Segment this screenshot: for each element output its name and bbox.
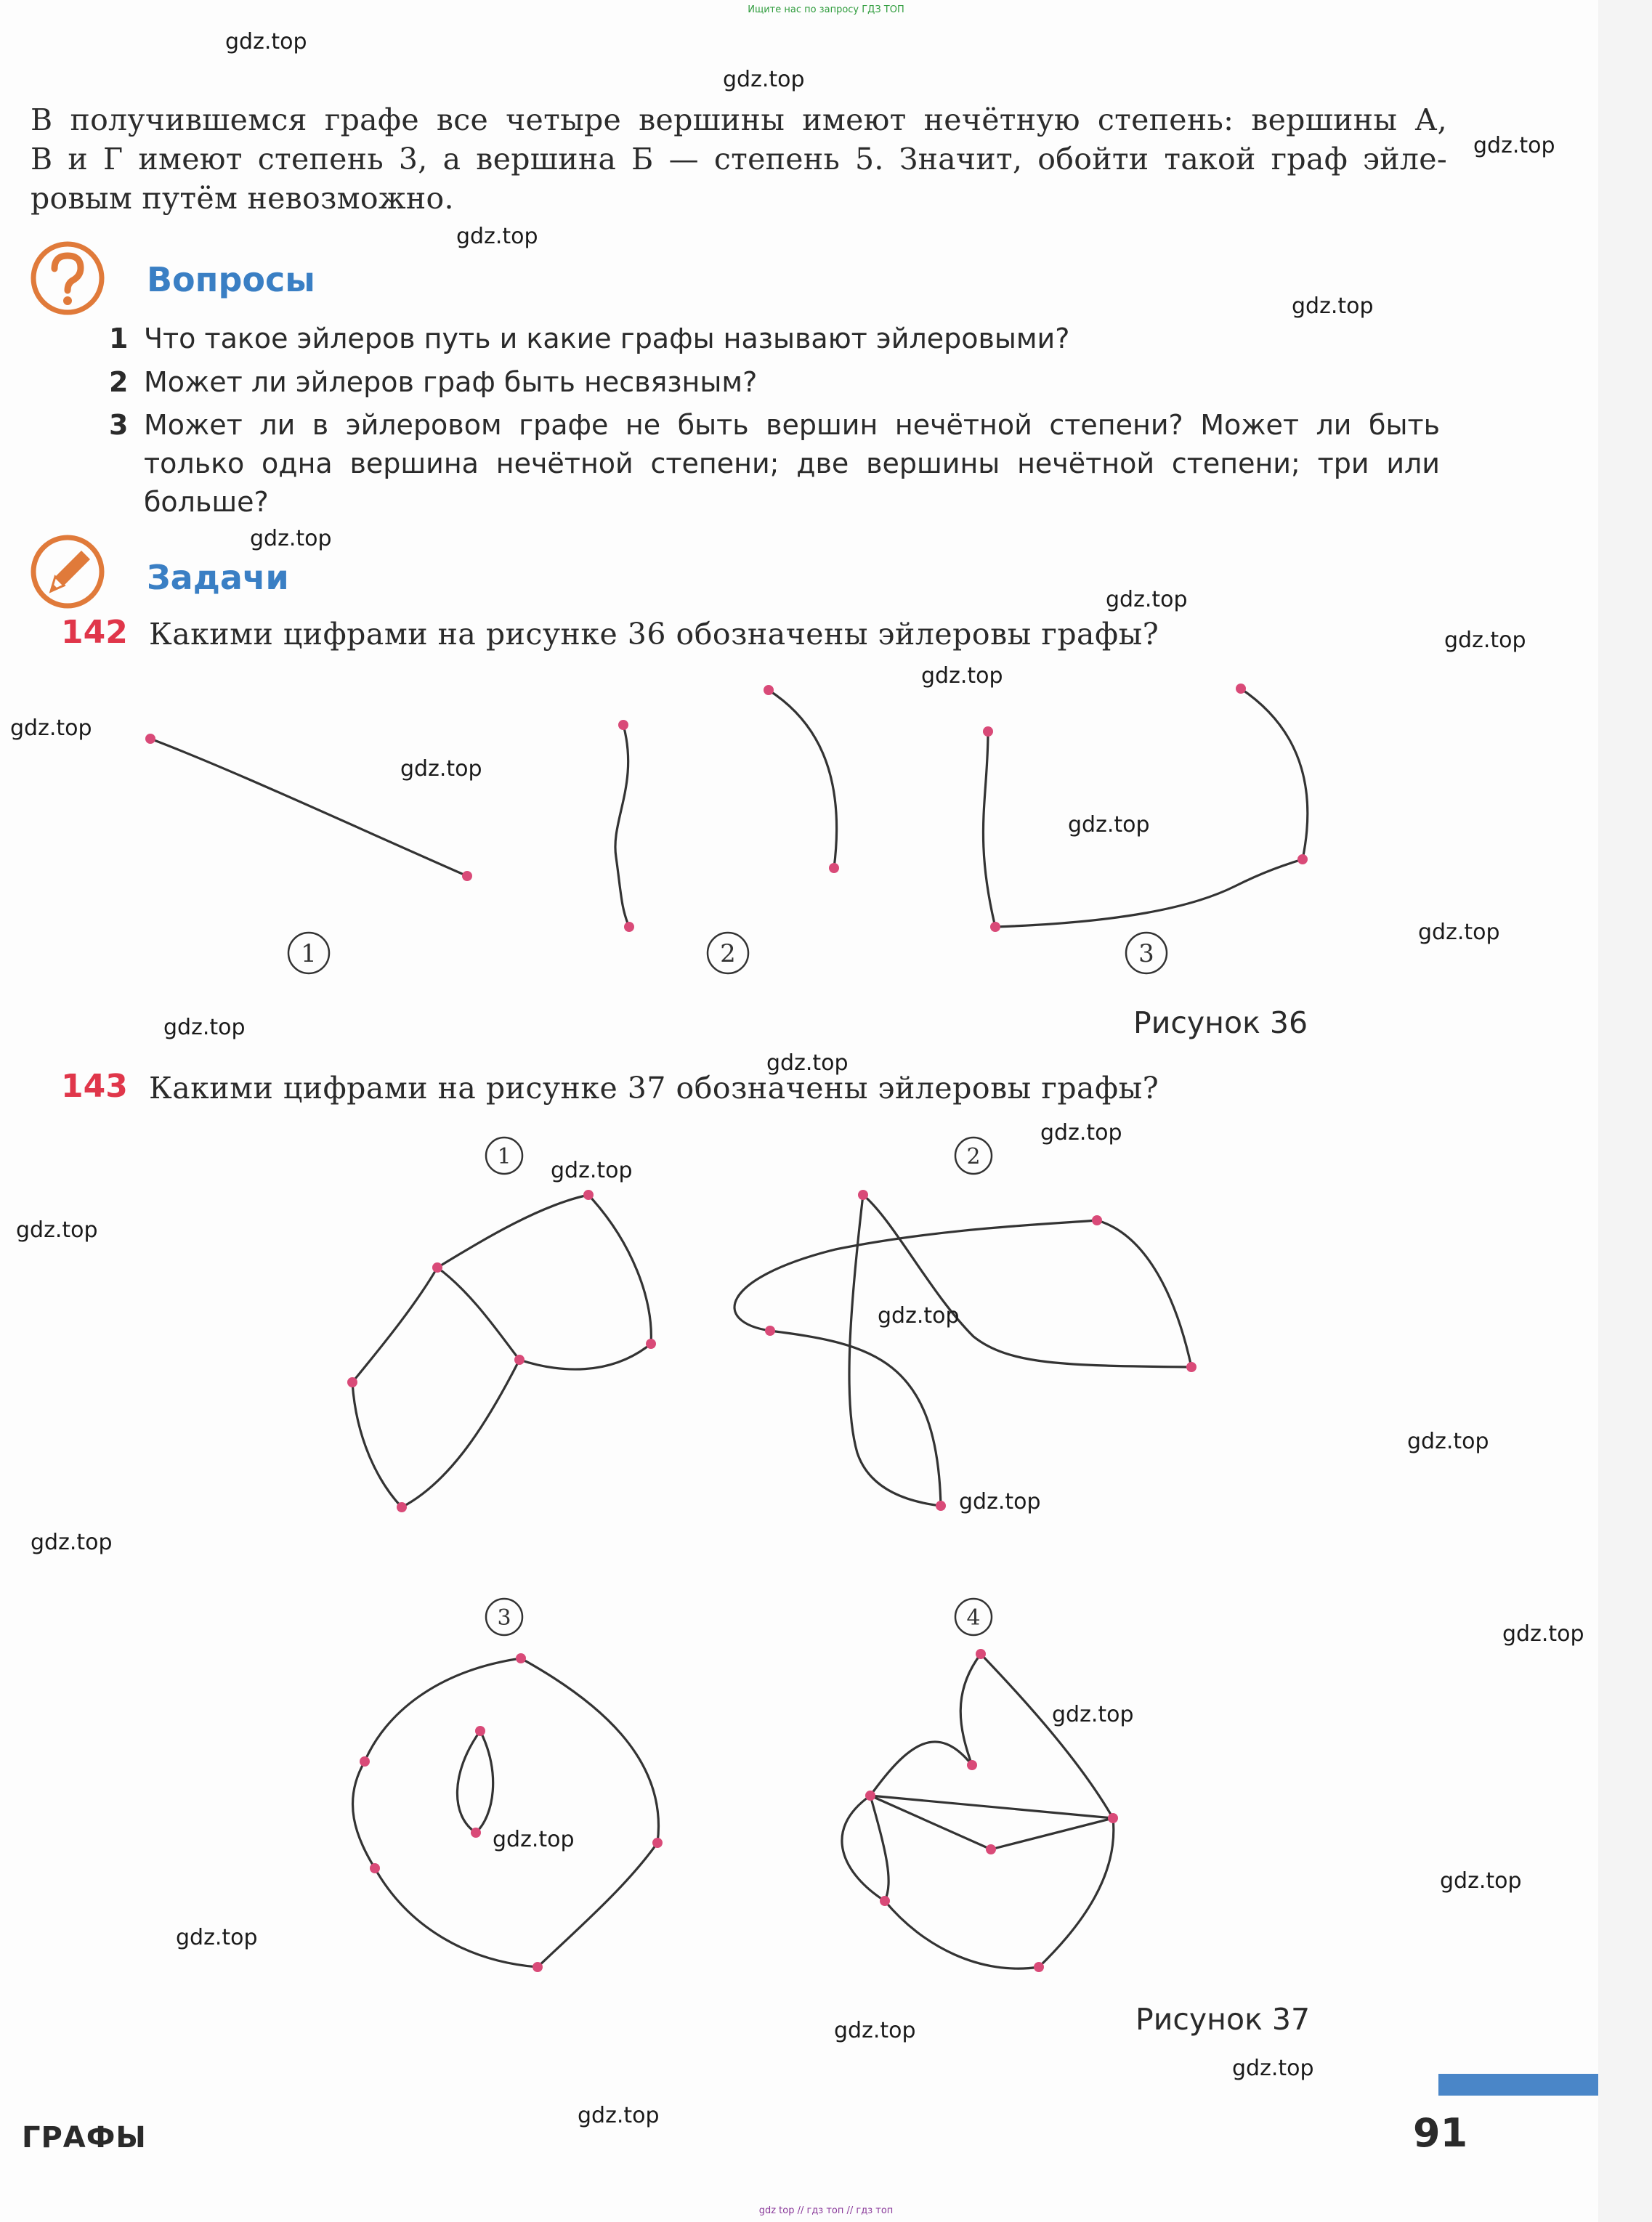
fig36-label-2: 2: [720, 939, 736, 968]
watermark: gdz.top: [1444, 628, 1526, 653]
watermark: gdz.top: [400, 756, 482, 782]
task-text-143: Какими цифрами на рисунке 37 обозначены эйлеровы графы?: [149, 1071, 1159, 1106]
watermark: gdz.top: [16, 1217, 98, 1243]
watermark: gdz.top: [551, 1158, 633, 1183]
fig36-vertex: [829, 863, 839, 873]
watermark: gdz.top: [493, 1827, 575, 1852]
watermark: gdz.top: [878, 1303, 960, 1329]
watermark: gdz.top: [723, 67, 805, 92]
fig36-vertex: [618, 720, 628, 730]
fig36-vertex: [764, 685, 774, 695]
task-number-142: 142: [61, 614, 128, 651]
fig36-graph3-edge: [769, 690, 837, 868]
watermark: gdz.top: [1232, 2056, 1314, 2081]
fig36-label-3: 3: [1138, 939, 1154, 968]
page-number: 91: [1413, 2110, 1468, 2156]
watermark: gdz.top: [163, 1015, 246, 1040]
watermark: gdz.top: [225, 29, 307, 54]
watermark: gdz.top: [31, 1530, 113, 1555]
bottom-note: gdz top // гдз топ // гдз топ: [758, 2205, 894, 2216]
page-accent-bar: [1438, 2074, 1598, 2096]
fig36-graph3-edge: [995, 859, 1303, 927]
fig37-label-2: 2: [966, 1144, 981, 1169]
fig36-graph3-edge: [1241, 689, 1308, 859]
watermark: gdz.top: [1068, 812, 1150, 838]
watermark: gdz.top: [1052, 1702, 1134, 1727]
fig36-label-1: 1: [301, 939, 317, 968]
watermark: gdz.top: [1502, 1621, 1584, 1647]
question-text: Может ли эйлеров граф быть несвязным?: [144, 366, 758, 398]
question-number: 2: [109, 366, 129, 398]
watermark: gdz.top: [176, 1925, 258, 1950]
fig37-label-3: 3: [497, 1605, 511, 1631]
question-text: Что такое эйлеров путь и какие графы называют эйлеровыми?: [144, 323, 1070, 354]
figure-37-caption: Рисунок 37: [1135, 2002, 1311, 2037]
question-text: Может ли в эйлеровом графе не быть вершин нечётной степени? Может ли быть только одна вершина нечётной степени; две вершины нечётной степени; три или больше?: [144, 409, 1440, 518]
intro-line-2: В и Г имеют степень 3, а вершина Б — степень 5. Значит, обойти такой граф эйле-: [31, 142, 1447, 177]
watermark: gdz.top: [959, 1489, 1041, 1515]
watermark: gdz.top: [1473, 133, 1555, 158]
intro-line-1: В получившемся графе все четыре вершины имеют нечётную степень: вершины А,: [31, 102, 1447, 137]
watermark: gdz.top: [834, 2018, 916, 2043]
fig36-vertex: [983, 726, 993, 737]
questions-heading: Вопросы: [147, 260, 315, 299]
figure-36-caption: Рисунок 36: [1133, 1005, 1308, 1040]
tasks-heading: Задачи: [147, 558, 289, 597]
task-text-142: Какими цифрами на рисунке 36 обозначены эйлеровы графы?: [149, 617, 1159, 652]
question-number: 3: [109, 409, 129, 441]
fig37-label-4: 4: [966, 1605, 981, 1631]
footer-section-title: ГРАФЫ: [22, 2121, 147, 2154]
fig36-vertex: [990, 922, 1000, 932]
watermark: gdz.top: [1418, 920, 1500, 945]
fig36-graph2-edge: [615, 725, 629, 927]
watermark: gdz.top: [1040, 1120, 1122, 1146]
top-note: Ищите нас по запросу ГДЗ ТОП: [748, 4, 904, 15]
fig36-vertex: [462, 871, 472, 881]
watermark: gdz.top: [250, 526, 332, 551]
fig36-graph3-edge: [983, 731, 995, 927]
watermark: gdz.top: [456, 224, 538, 249]
watermark: gdz.top: [10, 715, 92, 741]
fig36-vertex: [1236, 684, 1246, 694]
watermark: gdz.top: [1292, 293, 1374, 319]
figure-37-graphs: [352, 1195, 1191, 1968]
watermark: gdz.top: [766, 1050, 849, 1076]
watermark: gdz.top: [578, 2103, 660, 2128]
watermark: gdz.top: [921, 663, 1003, 689]
task-number-143: 143: [61, 1068, 128, 1105]
fig36-vertex: [1297, 854, 1308, 864]
watermark: gdz.top: [1407, 1429, 1489, 1454]
intro-line-3: ровым путём невозможно.: [31, 181, 454, 216]
fig36-vertex: [145, 734, 155, 744]
watermark: gdz.top: [1440, 1868, 1522, 1894]
fig36-vertex: [624, 922, 634, 932]
question-number: 1: [109, 323, 129, 354]
fig37-label-1: 1: [497, 1144, 511, 1169]
watermark: gdz.top: [1106, 587, 1188, 612]
